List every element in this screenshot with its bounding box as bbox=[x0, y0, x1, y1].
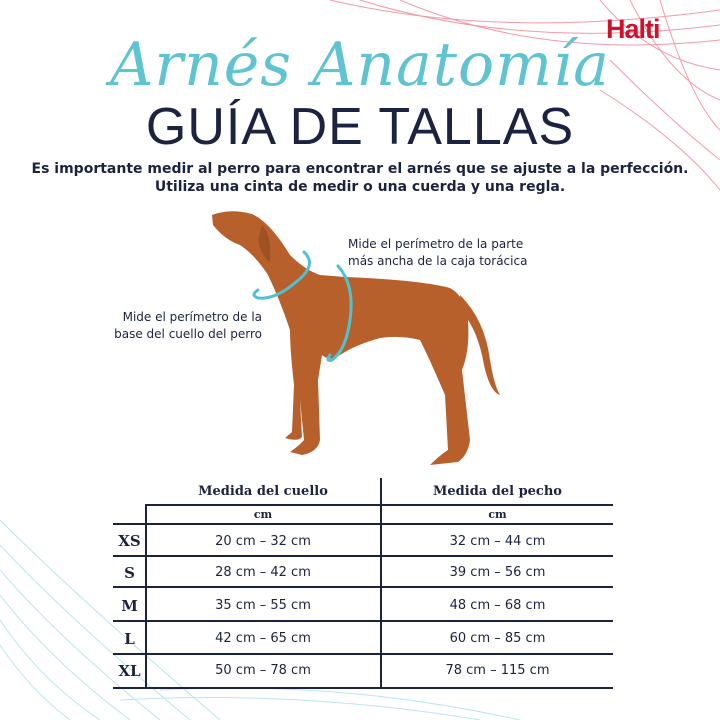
size-label: XL bbox=[118, 662, 141, 680]
size-label: L bbox=[124, 630, 135, 648]
neck-range: 42 cm – 65 cm bbox=[215, 631, 311, 646]
chest-annotation-line-1: Mide el perímetro de la parte bbox=[348, 237, 524, 251]
table-rule bbox=[113, 620, 613, 622]
table-rule bbox=[113, 653, 613, 655]
header-neck: Medida del cuello bbox=[198, 484, 328, 499]
chest-range: 60 cm – 85 cm bbox=[449, 631, 546, 646]
table-rule bbox=[113, 687, 613, 689]
table-rule bbox=[113, 586, 613, 588]
size-label: XS bbox=[118, 532, 141, 550]
neck-range: 35 cm – 55 cm bbox=[215, 598, 311, 613]
size-label: M bbox=[121, 597, 138, 615]
table-rule bbox=[113, 523, 613, 525]
neck-annotation-line-2: base del cuello del perro bbox=[114, 327, 262, 341]
halti-logo: Halti bbox=[606, 14, 660, 44]
neck-annotation bbox=[80, 309, 262, 343]
chest-annotation-line-2: más ancha de la caja torácica bbox=[348, 254, 528, 268]
chest-range: 39 cm – 56 cm bbox=[449, 565, 546, 580]
chest-range: 48 cm – 68 cm bbox=[449, 598, 546, 613]
neck-range: 50 cm – 78 cm bbox=[215, 663, 311, 678]
page-title: GUÍA DE TALLAS bbox=[145, 98, 575, 156]
chest-range: 32 cm – 44 cm bbox=[449, 534, 546, 549]
intro-line-1: Es importante medir al perro para encontrar el arnés que se ajuste a la perfección. bbox=[31, 161, 689, 177]
header-chest: Medida del pecho bbox=[433, 484, 562, 499]
unit-chest: cm bbox=[488, 508, 507, 521]
neck-range: 20 cm – 32 cm bbox=[215, 534, 311, 549]
intro-line-2: Utiliza una cinta de medir o una cuerda y una regla. bbox=[154, 179, 566, 195]
unit-neck: cm bbox=[253, 508, 273, 521]
product-name-script: Arnés Anatomía bbox=[110, 30, 610, 100]
table-rule bbox=[113, 555, 613, 557]
chest-range: 78 cm – 115 cm bbox=[445, 663, 550, 678]
size-label: S bbox=[124, 564, 135, 582]
neck-annotation-line-1: Mide el perímetro de la bbox=[122, 310, 262, 324]
chest-annotation bbox=[348, 236, 527, 270]
table-rule bbox=[145, 504, 613, 506]
neck-range: 28 cm – 42 cm bbox=[215, 565, 311, 580]
